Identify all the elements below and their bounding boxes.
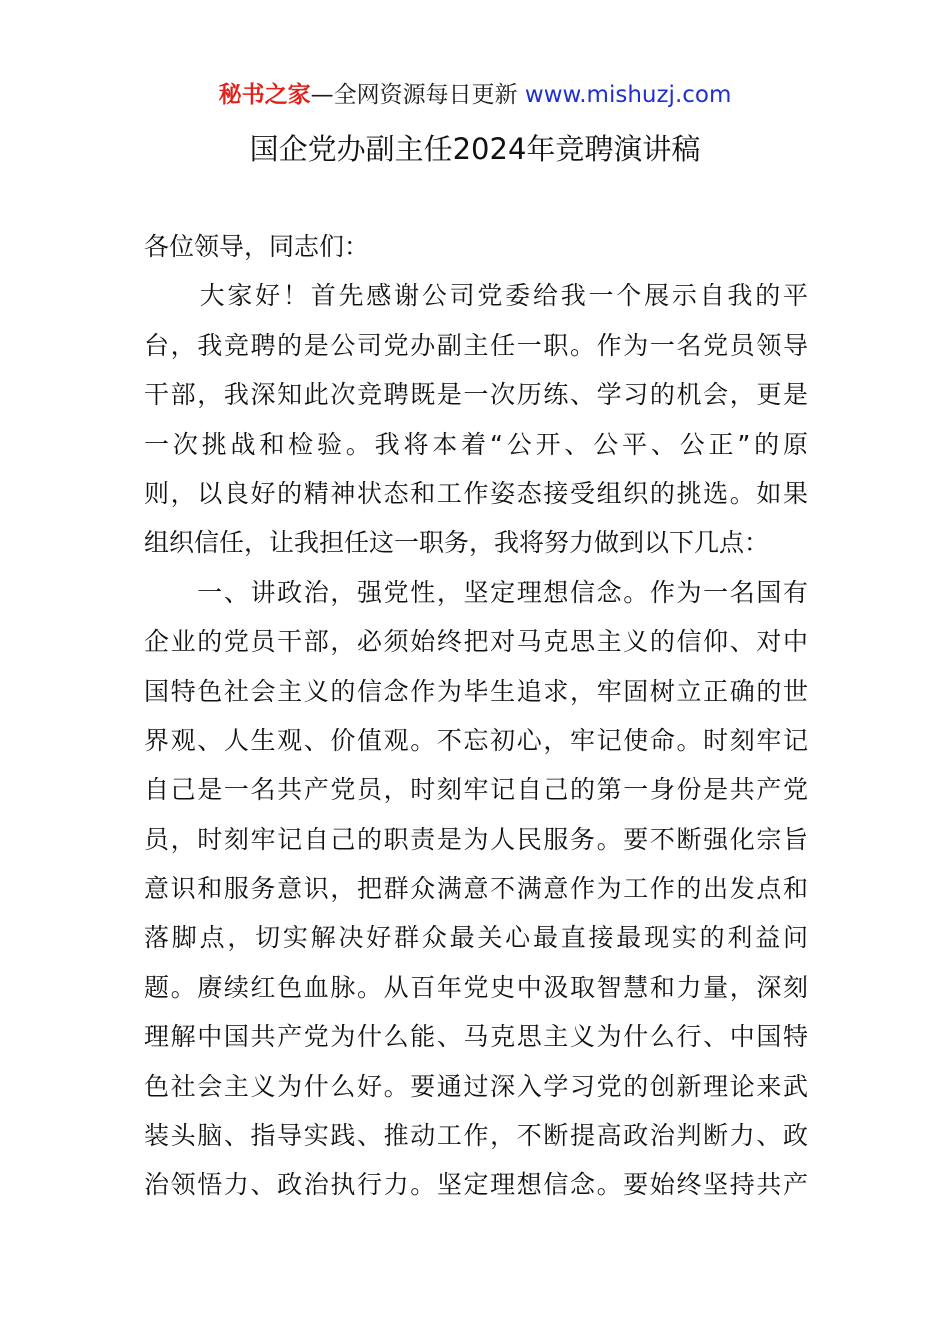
brand-name: 秘书之家 bbox=[218, 82, 311, 108]
body-line: 企业的党员干部，必须始终把对马克思主义的信仰、对中 bbox=[144, 627, 808, 657]
body-line: 一次挑战和检验。我将本着“公开、公平、公正”的原 bbox=[144, 429, 808, 459]
body-line: 自己是一名共产党员，时刻牢记自己的第一身份是共产党 bbox=[144, 775, 808, 805]
body-line: 组织信任，让我担任这一职务，我将努力做到以下几点： bbox=[144, 528, 770, 558]
body-line: 装头脑、指导实践、推动工作，不断提高政治判断力、政 bbox=[144, 1121, 808, 1151]
header-tagline: —全网资源每日更新 bbox=[310, 82, 525, 108]
body-line: 色社会主义为什么好。要通过深入学习党的创新理论来武 bbox=[144, 1071, 808, 1101]
body-line: 一、讲政治，强党性，坚定理想信念。作为一名国有 bbox=[144, 577, 808, 607]
body-line: 落脚点，切实解决好群众最关心最直接最现实的利益问 bbox=[144, 923, 808, 953]
watermark-header bbox=[0, 78, 950, 112]
body-line: 国特色社会主义的信念作为毕生追求，牢固树立正确的世 bbox=[144, 676, 808, 706]
body-line: 意识和服务意识，把群众满意不满意作为工作的出发点和 bbox=[144, 874, 808, 904]
body-line: 则，以良好的精神状态和工作姿态接受组织的挑选。如果 bbox=[144, 478, 808, 508]
body-line: 台，我竞聘的是公司党办副主任一职。作为一名党员领导 bbox=[144, 330, 808, 360]
body-line: 题。赓续红色血脉。从百年党史中汲取智慧和力量，深刻 bbox=[144, 972, 808, 1002]
body-line: 界观、人生观、价值观。不忘初心，牢记使命。时刻牢记 bbox=[144, 725, 808, 755]
body-line: 治领悟力、政治执行力。坚定理想信念。要始终坚持共产 bbox=[144, 1170, 808, 1200]
body-line: 理解中国共产党为什么能、马克思主义为什么行、中国特 bbox=[144, 1022, 808, 1052]
document-body bbox=[144, 222, 808, 1210]
document-title: 国企党办副主任2024年竞聘演讲稿 bbox=[249, 132, 701, 166]
body-line: 干部，我深知此次竞聘既是一次历练、学习的机会，更是 bbox=[144, 380, 808, 410]
salutation-line: 各位领导，同志们： bbox=[144, 232, 370, 261]
site-link[interactable]: www.mishuzj.com bbox=[524, 82, 732, 108]
body-line: 大家好！首先感谢公司党委给我一个展示自我的平 bbox=[144, 281, 808, 311]
body-line: 员，时刻牢记自己的职责是为人民服务。要不断强化宗旨 bbox=[144, 824, 808, 854]
